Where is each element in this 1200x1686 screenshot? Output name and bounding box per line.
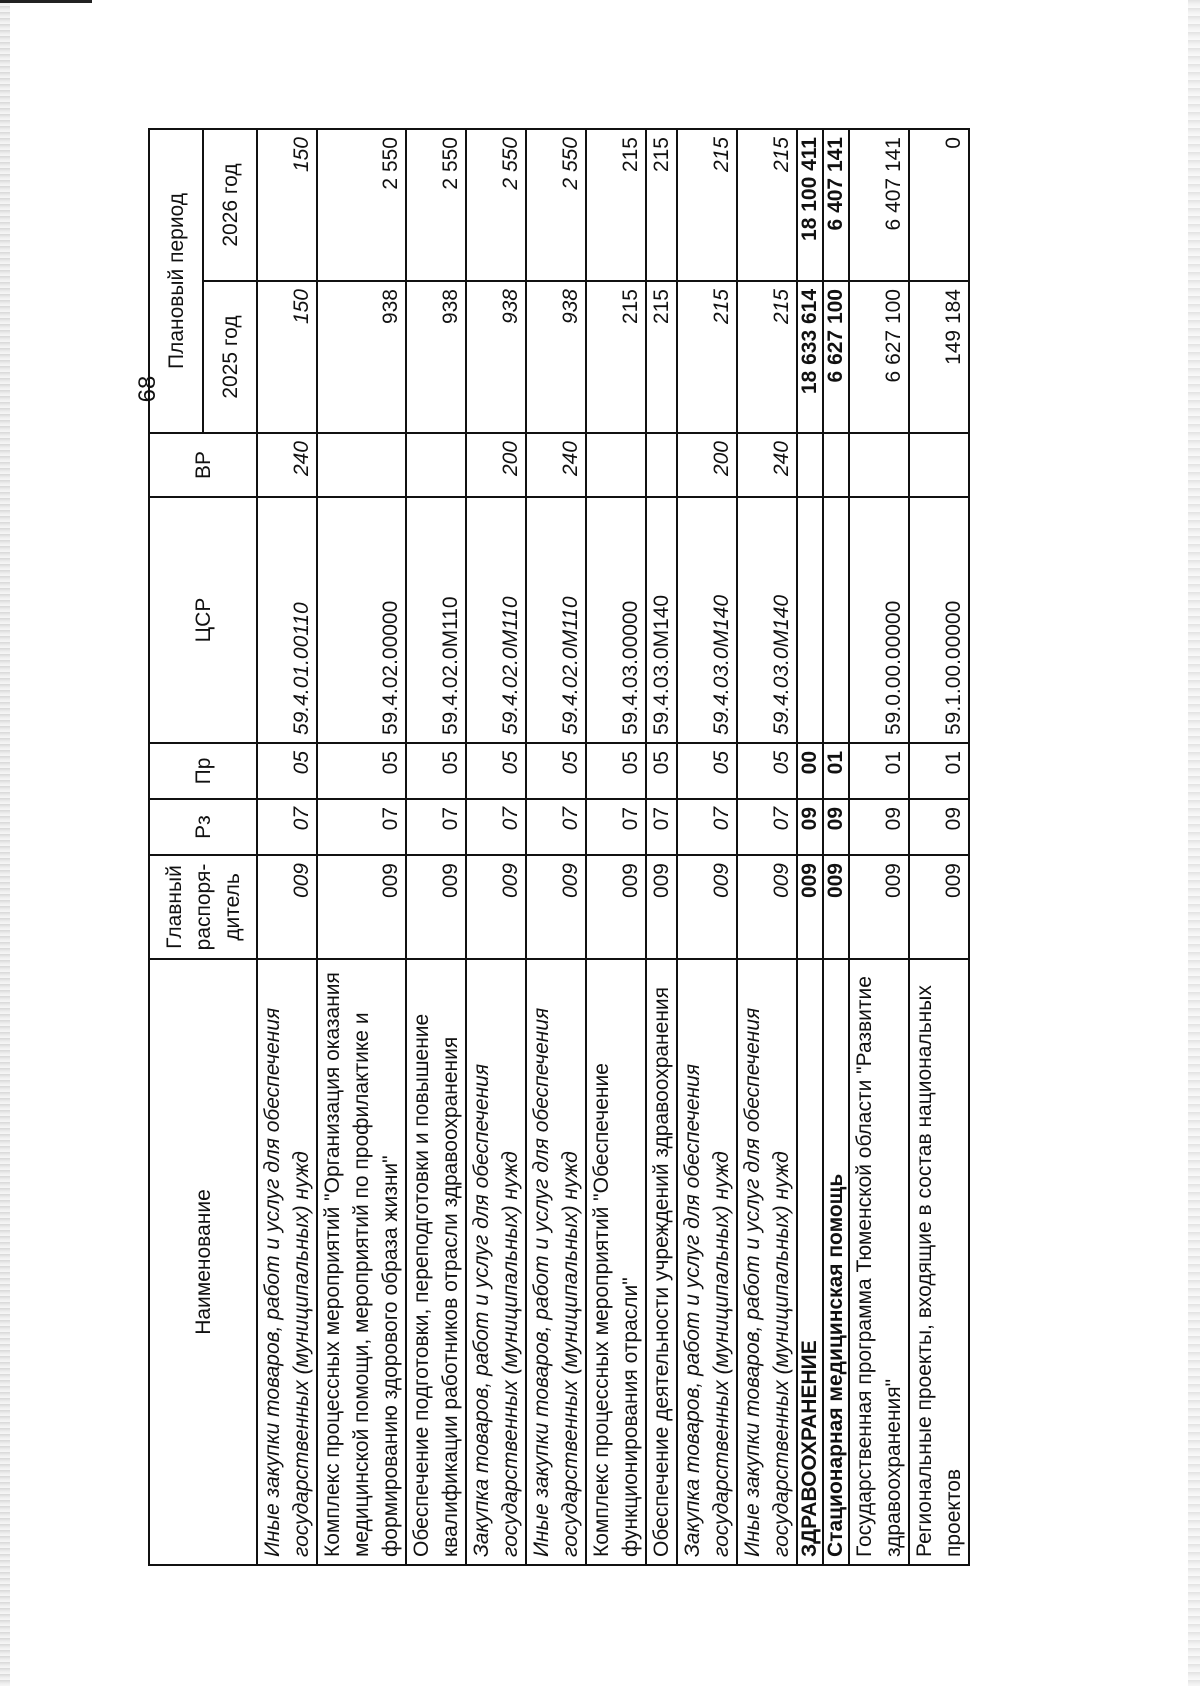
- cell-vr: 200: [677, 433, 737, 497]
- scan-edge-right: [1188, 0, 1200, 1686]
- cell-pr: 05: [257, 743, 317, 799]
- table-row: [909, 129, 969, 1565]
- cell-2025: 6 627 100: [823, 281, 849, 433]
- header-gr: Главный распоря-дитель: [149, 855, 257, 959]
- cell-2025: 215: [586, 281, 646, 433]
- cell-vr: 240: [257, 433, 317, 497]
- cell-rz: 09: [797, 799, 823, 855]
- header-2025: 2025 год: [203, 281, 257, 433]
- cell-vr: [797, 433, 823, 497]
- cell-csr: 59.4.03.0М140: [737, 497, 797, 743]
- cell-gr: 009: [317, 855, 406, 959]
- cell-vr: 240: [737, 433, 797, 497]
- cell-vr: [849, 433, 909, 497]
- cell-2025: 18 633 614: [797, 281, 823, 433]
- cell-2025: 6 627 100: [849, 281, 909, 433]
- table-row: [797, 129, 823, 1565]
- cell-name: Государственная программа Тюменской области "Развитие здравоохранения": [849, 959, 909, 1565]
- table-row: [737, 129, 797, 1565]
- cell-2026: 2 550: [526, 129, 586, 281]
- cell-csr: [823, 497, 849, 743]
- header-csr: ЦСР: [149, 497, 257, 743]
- cell-rz: 07: [257, 799, 317, 855]
- rotated-table-container: [148, 130, 1032, 1566]
- cell-csr: 59.4.01.00110: [257, 497, 317, 743]
- table-row: [586, 129, 646, 1565]
- cell-2026: 6 407 141: [849, 129, 909, 281]
- cell-vr: [646, 433, 677, 497]
- table-row: [849, 129, 909, 1565]
- page-number: 68: [134, 375, 161, 403]
- cell-name: Закупка товаров, работ и услуг для обеспечения государственных (муниципальных) нужд: [677, 959, 737, 1565]
- table-row: [317, 129, 406, 1565]
- table-row: [823, 129, 849, 1565]
- cell-pr: 05: [646, 743, 677, 799]
- cell-pr: 00: [797, 743, 823, 799]
- cell-rz: 07: [677, 799, 737, 855]
- cell-2026: 2 550: [406, 129, 466, 281]
- cell-name: Обеспечение деятельности учреждений здравоохранения: [646, 959, 677, 1565]
- cell-name: Иные закупки товаров, работ и услуг для обеспечения государственных (муниципальных) нужд: [526, 959, 586, 1565]
- table-body: [257, 129, 969, 1565]
- header-pr: Пр: [149, 743, 257, 799]
- cell-name: Закупка товаров, работ и услуг для обеспечения государственных (муниципальных) нужд: [466, 959, 526, 1565]
- cell-csr: 59.4.02.0М110: [526, 497, 586, 743]
- cell-name: Комплекс процессных мероприятий "Организация оказания медицинской помощи, мероприятий по профилактике и формированию здорового образа жизни": [317, 959, 406, 1565]
- cell-gr: 009: [677, 855, 737, 959]
- cell-gr: 009: [909, 855, 969, 959]
- cell-gr: 009: [526, 855, 586, 959]
- cell-pr: 05: [406, 743, 466, 799]
- cell-vr: 240: [526, 433, 586, 497]
- cell-name: Иные закупки товаров, работ и услуг для обеспечения государственных (муниципальных) нужд: [257, 959, 317, 1565]
- cell-gr: 009: [466, 855, 526, 959]
- cell-name: ЗДРАВООХРАНЕНИЕ: [797, 959, 823, 1565]
- cell-vr: [586, 433, 646, 497]
- cell-rz: 07: [466, 799, 526, 855]
- cell-2026: 215: [586, 129, 646, 281]
- cell-gr: 009: [257, 855, 317, 959]
- cell-2025: 215: [646, 281, 677, 433]
- cell-pr: 05: [677, 743, 737, 799]
- cell-csr: 59.4.03.00000: [586, 497, 646, 743]
- cell-2026: 2 550: [317, 129, 406, 281]
- header-name: Наименование: [149, 959, 257, 1565]
- table-row: [677, 129, 737, 1565]
- cell-csr: 59.0.00.00000: [849, 497, 909, 743]
- cell-2026: 6 407 141: [823, 129, 849, 281]
- cell-rz: 09: [823, 799, 849, 855]
- cell-2025: 215: [677, 281, 737, 433]
- cell-csr: 59.4.02.0М110: [406, 497, 466, 743]
- cell-pr: 01: [823, 743, 849, 799]
- cell-csr: [797, 497, 823, 743]
- scan-edge-left: [0, 0, 10, 1686]
- header-vr: ВР: [149, 433, 257, 497]
- cell-2026: 150: [257, 129, 317, 281]
- cell-csr: 59.4.02.0М110: [466, 497, 526, 743]
- cell-rz: 07: [526, 799, 586, 855]
- cell-rz: 07: [646, 799, 677, 855]
- cell-rz: 07: [737, 799, 797, 855]
- cell-2026: 215: [646, 129, 677, 281]
- cell-2026: 215: [737, 129, 797, 281]
- cell-2025: 938: [317, 281, 406, 433]
- cell-rz: 09: [849, 799, 909, 855]
- cell-pr: 05: [317, 743, 406, 799]
- table-row: [646, 129, 677, 1565]
- cell-gr: 009: [646, 855, 677, 959]
- cell-pr: 05: [526, 743, 586, 799]
- cell-name: Региональные проекты, входящие в состав национальных проектов: [909, 959, 969, 1565]
- scan-mark: [0, 0, 92, 3]
- cell-2025: 215: [737, 281, 797, 433]
- table-row: [466, 129, 526, 1565]
- cell-vr: [317, 433, 406, 497]
- header-2026: 2026 год: [203, 129, 257, 281]
- cell-2025: 938: [466, 281, 526, 433]
- cell-vr: [909, 433, 969, 497]
- cell-2025: 149 184: [909, 281, 969, 433]
- table-row: [257, 129, 317, 1565]
- cell-2025: 938: [406, 281, 466, 433]
- cell-gr: 009: [849, 855, 909, 959]
- cell-rz: 09: [909, 799, 969, 855]
- header-plan-period: Плановый период: [149, 129, 203, 433]
- cell-2026: 2 550: [466, 129, 526, 281]
- cell-pr: 01: [849, 743, 909, 799]
- cell-name: Иные закупки товаров, работ и услуг для обеспечения государственных (муниципальных) нужд: [737, 959, 797, 1565]
- cell-vr: [406, 433, 466, 497]
- cell-name: Комплекс процессных мероприятий "Обеспечение функционирования отрасли": [586, 959, 646, 1565]
- cell-rz: 07: [406, 799, 466, 855]
- cell-vr: [823, 433, 849, 497]
- cell-pr: 05: [586, 743, 646, 799]
- table-row: [526, 129, 586, 1565]
- cell-csr: 59.4.02.00000: [317, 497, 406, 743]
- cell-2026: 18 100 411: [797, 129, 823, 281]
- cell-gr: 009: [406, 855, 466, 959]
- budget-table: [148, 128, 970, 1566]
- cell-name: Обеспечение подготовки, переподготовки и повышение квалификации работников отрасли здравоохранения: [406, 959, 466, 1565]
- cell-rz: 07: [586, 799, 646, 855]
- cell-pr: 05: [466, 743, 526, 799]
- cell-csr: 59.4.03.0М140: [646, 497, 677, 743]
- cell-gr: 009: [823, 855, 849, 959]
- cell-csr: 59.1.00.00000: [909, 497, 969, 743]
- cell-2025: 938: [526, 281, 586, 433]
- cell-name: Стационарная медицинская помощь: [823, 959, 849, 1565]
- cell-gr: 009: [737, 855, 797, 959]
- cell-vr: 200: [466, 433, 526, 497]
- header-rz: Рз: [149, 799, 257, 855]
- cell-gr: 009: [586, 855, 646, 959]
- cell-pr: 05: [737, 743, 797, 799]
- cell-2026: 215: [677, 129, 737, 281]
- cell-rz: 07: [317, 799, 406, 855]
- cell-2025: 150: [257, 281, 317, 433]
- cell-pr: 01: [909, 743, 969, 799]
- cell-gr: 009: [797, 855, 823, 959]
- table-row: [406, 129, 466, 1565]
- cell-csr: 59.4.03.0М140: [677, 497, 737, 743]
- cell-2026: 0: [909, 129, 969, 281]
